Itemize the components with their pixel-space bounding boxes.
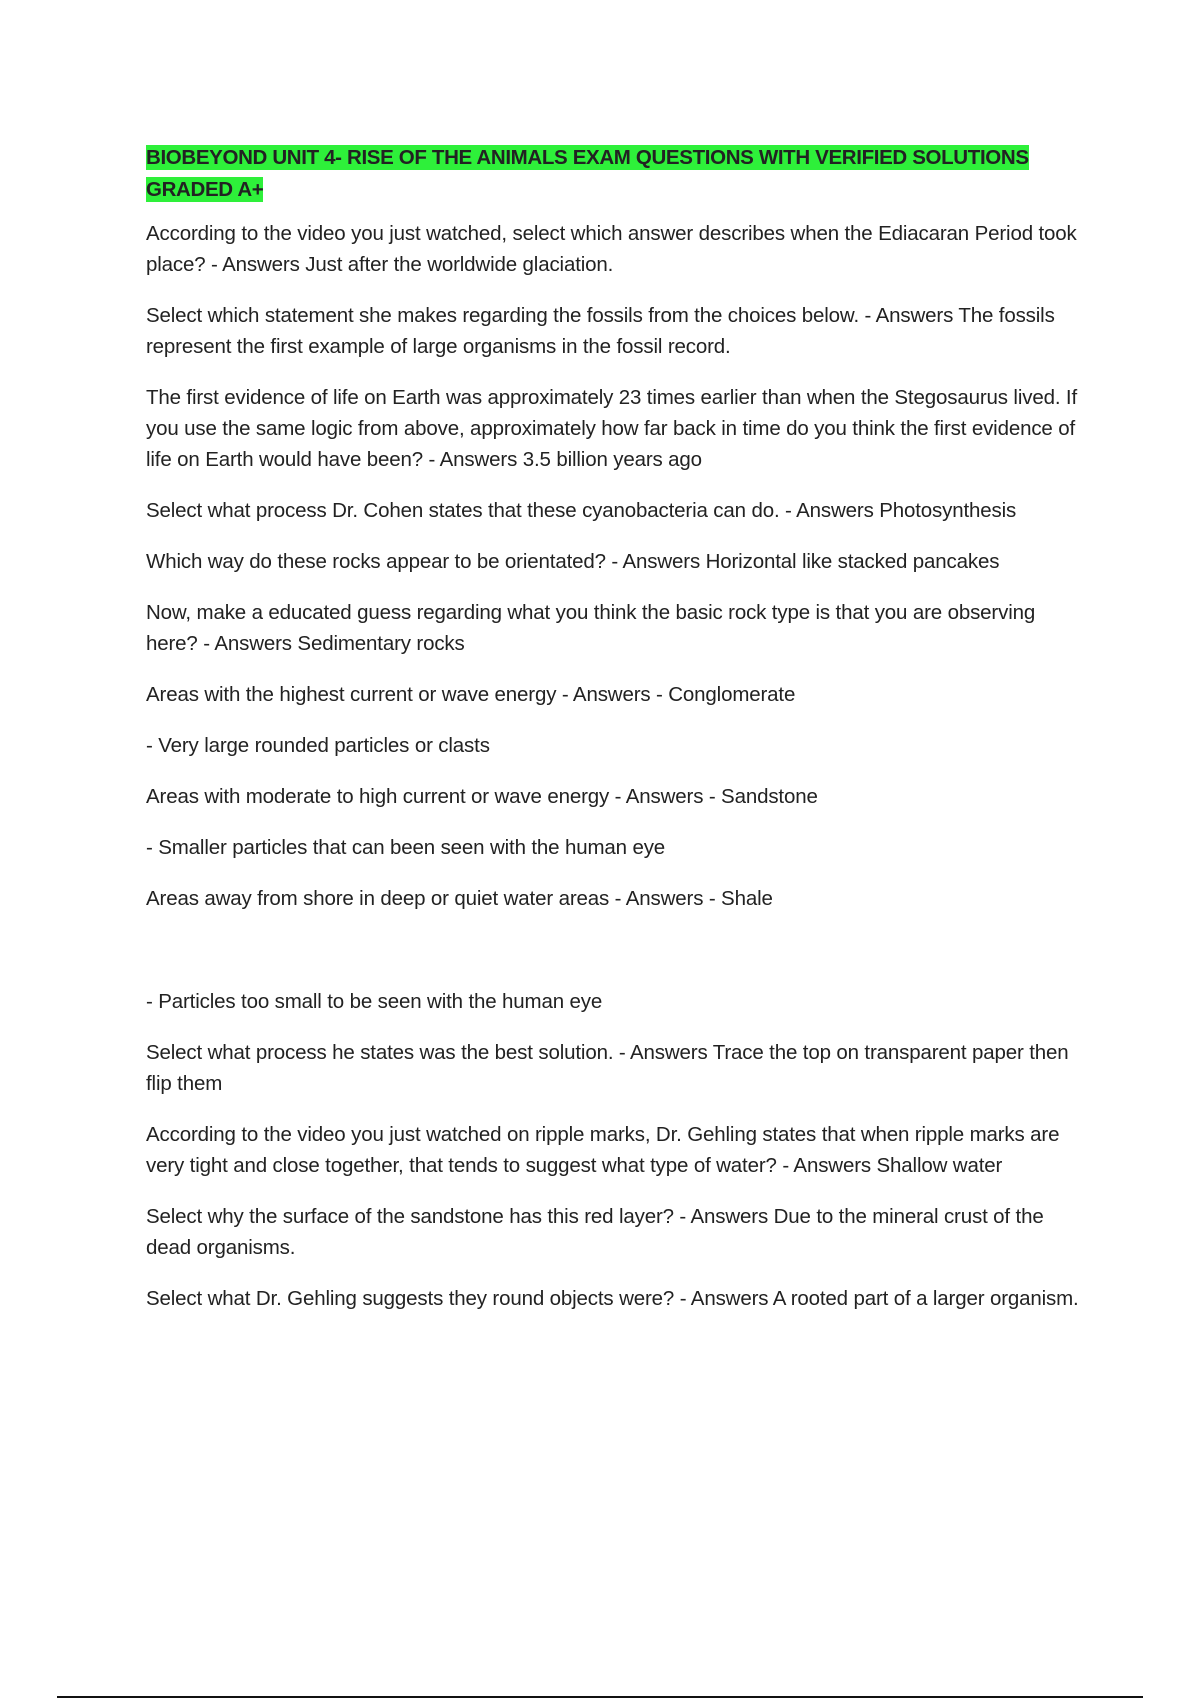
question-paragraph-4: Select what process Dr. Cohen states that these cyanobacteria can do. - Answers Photosynthesis <box>146 499 1017 522</box>
question-paragraph-15: Select why the surface of the sandstone has this red layer? - Answers Due to the mineral crust of the dead organisms. <box>146 1205 1044 1259</box>
question-paragraph-13: Select what process he states was the best solution. - Answers Trace the top on transparent paper then flip them <box>146 1041 1069 1095</box>
question-paragraph-12: - Particles too small to be seen with the human eye <box>146 990 603 1013</box>
question-paragraph-2: Select which statement she makes regarding the fossils from the choices below. - Answers The fossils represent the first example of large organisms in the fossil record. <box>146 304 1055 358</box>
question-paragraph-1: According to the video you just watched, select which answer describes when the Ediacaran Period took place? - Answers Just after the worldwide glaciation. <box>146 222 1077 276</box>
question-paragraph-6: Now, make a educated guess regarding what you think the basic rock type is that you are observing here? - Answers Sedimentary rocks <box>146 601 1036 655</box>
question-paragraph-14: According to the video you just watched on ripple marks, Dr. Gehling states that when ripple marks are very tight and close together, that tends to suggest what type of water? - Answers Shallow water <box>146 1123 1060 1177</box>
question-paragraph-3: The first evidence of life on Earth was approximately 23 times earlier than when the Stegosaurus lived. If you use the same logic from above, approximately how far back in time do you think the first evidence of life on Earth would have been? - Answers 3.5 billion years ago <box>146 386 1078 471</box>
footer-rule <box>57 1696 1143 1698</box>
question-paragraph-8: - Very large rounded particles or clasts <box>146 734 490 757</box>
document-content <box>146 142 1086 1334</box>
question-paragraph-5: Which way do these rocks appear to be orientated? - Answers Horizontal like stacked pancakes <box>146 550 1000 573</box>
title-highlight: BIOBEYOND UNIT 4- RISE OF THE ANIMALS EXAM QUESTIONS WITH VERIFIED SOLUTIONS GRADED A+ <box>146 146 1029 201</box>
document-title <box>146 142 1086 206</box>
question-paragraph-11: Areas away from shore in deep or quiet water areas - Answers - Shale <box>146 887 773 910</box>
question-paragraph-16: Select what Dr. Gehling suggests they round objects were? - Answers A rooted part of a larger organism. <box>146 1287 1079 1310</box>
question-paragraph-10: - Smaller particles that can been seen with the human eye <box>146 836 666 859</box>
question-paragraph-9: Areas with moderate to high current or wave energy - Answers - Sandstone <box>146 785 818 808</box>
question-paragraph-7: Areas with the highest current or wave energy - Answers - Conglomerate <box>146 683 796 706</box>
